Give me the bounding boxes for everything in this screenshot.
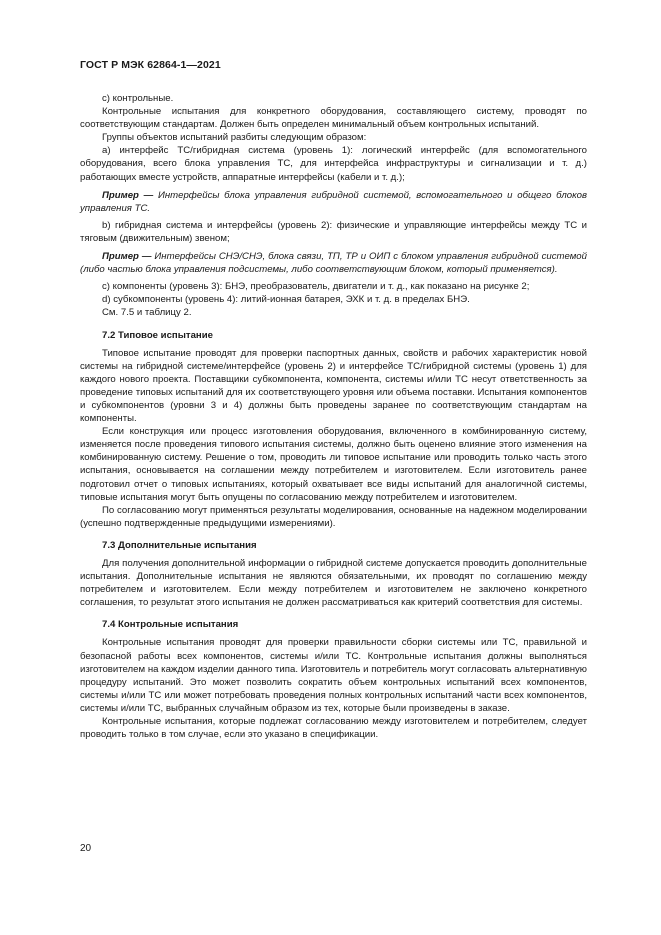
paragraph: Группы объектов испытаний разбиты следующим образом: [102, 132, 367, 144]
example-note [80, 189, 587, 215]
paragraph: См. 7.5 и таблицу 2. [102, 307, 192, 319]
paragraph: Для получения дополнительной информации о гибридной системе допускается проводить дополнительные испытания. Дополнительные испытания не являются обязательными, их проводят по соглашению между потребителем и изготовителем. Если между потребителем и изготовителем не заключено конкретного соглашения, то результат этого испытания не должен рассматриваться как критерий соответствия для системы. [80, 558, 587, 609]
section-heading-7-4: 7.4 Контрольные испытания [102, 619, 239, 631]
paragraph: Типовое испытание проводят для проверки паспортных данных, свойств и рабочих характеристик новой системы на гибридной системе/интерфейсе (уровень 2) и интерфейсе ТС/гибридной системы (уровень 1) для каждого нового проекта. Поставщики субкомпонента, компонента, системы и/или ТС несут ответственность за проведение типовых испытаний для их соответствующего уровня или объема поставки. Испытания компонентов и субкомпонентов (уровни 3 и 4) должны быть проведены заранее по соответствующим стандартам на компоненты. [80, 347, 587, 425]
paragraph: Контрольные испытания для конкретного оборудования, составляющего систему, проводят по соответствующим стандартам. Должен быть определен минимальный объем контрольных испытаний. [80, 106, 587, 131]
page-number: 20 [80, 843, 92, 854]
paragraph: Контрольные испытания проводят для проверки правильности сборки системы или ТС, правильной и безопасной работы всех компонентов, системы и/или ТС. Контрольные испытания должны выполняться изготовителем на каждом изделии данного типа. Изготовитель и потребитель могут согласовать альтернативную процедуру испытаний. Это может позволить сократить объем контрольных испытаний всех компонентов, системы и/или ТС или может потребовать проведения полных контрольных испытаний части всех компонентов, системы и/или ТС, выбранных случайным образом из тех, которые были произведены в заказе. [80, 637, 587, 714]
example-note [80, 250, 587, 276]
example-label: Пример — [102, 251, 152, 263]
example-label: Пример — [102, 189, 154, 201]
document-body [80, 92, 587, 741]
list-item-b: b) гибридная система и интерфейсы (уровень 2): физические и управляющие интерфейсы между ТС и тяговым (движительным) звеном; [80, 219, 587, 244]
section-heading-7-2: 7.2 Типовое испытание [102, 329, 213, 341]
paragraph: Контрольные испытания, которые подлежат согласованию между изготовителем и потребителем, следует проводить только в том случае, если это указано в спецификации. [80, 716, 587, 741]
list-item-c: с) контрольные. [102, 93, 174, 104]
example-text: Интерфейсы блока управления гибридной системой, вспомогательного и общего блоков управления ТС. [80, 189, 587, 214]
list-item-d: d) субкомпоненты (уровень 4): литий-ионная батарея, ЭХК и т. д. в пределах БНЭ. [102, 294, 470, 306]
list-item-a: а) интерфейс ТС/гибридная система (уровень 1): логический интерфейс (для вспомогательного оборудования, всего блока управления ТС, для интерфейса инфраструктуры и сигнализации и т. д.) работающих вместе устройств, аппаратные интерфейсы (кабели и т. д.); [80, 145, 587, 183]
paragraph: По согласованию могут применяться результаты моделирования, основанные на надежном моделировании (успешно подтвержденные предыдущими измерениями). [80, 504, 587, 529]
paragraph: Если конструкция или процесс изготовления оборудования, включенного в комбинированную систему, изменяется после проведения типового испытания системы, должно быть оценено влияние этого изменения на комбинированную систему. Решение о том, проводить ли типовое испытание или проводить только часть этого испытания, основывается на соглашении между потребителем и изготовителем. Если изготовитель ранее подготовил отчет о типовых испытаниях, который охватывает все виды испытаний для аналогичной системы, типовые испытания могут быть опущены по согласованию между потребителем и изготовителем. [80, 426, 587, 503]
example-text: Интерфейсы СНЭ/СНЭ, блока связи, ТП, ТР и ОИП с блоком управления гибридной системой (либо частью блока управления подсистемы, либо соответствующим блоком, который применяется). [80, 251, 587, 276]
section-heading-7-3: 7.3 Дополнительные испытания [102, 539, 257, 551]
list-item-c: с) компоненты (уровень 3): БНЭ, преобразователь, двигатели и т. д., как показано на рисунке 2; [102, 281, 530, 293]
document-header: ГОСТ Р МЭК 62864-1—2021 [80, 59, 221, 71]
